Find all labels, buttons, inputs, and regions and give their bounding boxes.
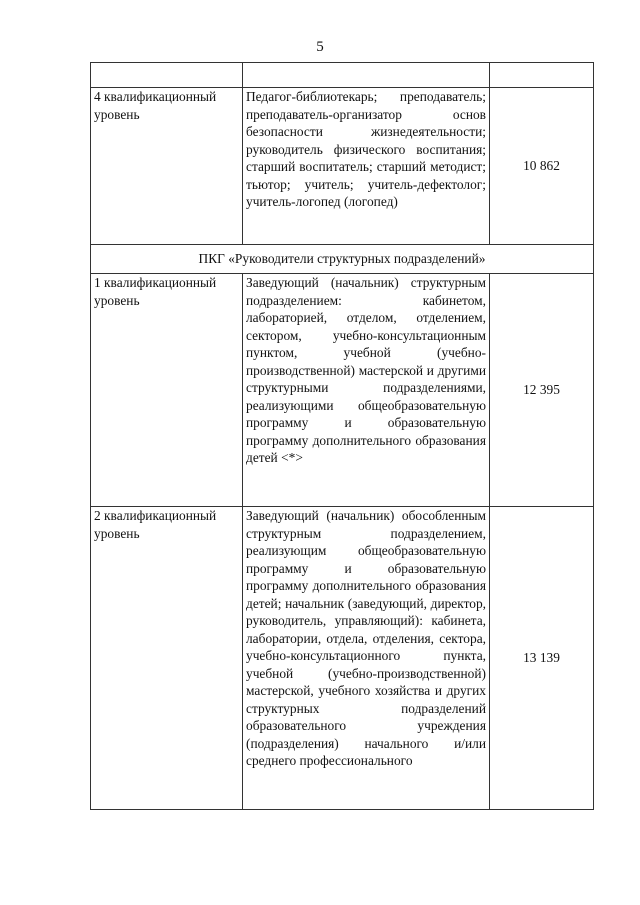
salary-cell: 12 395 [490,274,594,507]
table-row [91,507,594,810]
salary-cell: 13 139 [490,507,594,810]
table-cell-empty [490,63,594,88]
table-cell-empty [91,63,243,88]
positions-cell [243,507,490,810]
salary-cell: 10 862 [490,88,594,245]
positions-text: Заведующий (начальник) обособленным структурным подразделением, реализующим общеобразовательную программу и образовательную программу дополнительного образования детей; начальник (заведующий, директор, руководитель, управляющий): кабинета, лаборатории, отдела, отделения, сектора, учебно-консультационного пункта, учебной (учебно-производственной) мастерской, учебного хозяйства и других структурных подразделений образовательного учреждения (подразделения) начального и/или среднего профессионального [246,508,486,768]
qualification-level-cell: 1 квалификационный уровень [91,274,243,507]
table-row [91,274,594,507]
page-number: 5 [316,39,324,55]
qualification-level-cell: 4 квалификационный уровень [91,88,243,245]
table-cell-empty [243,63,490,88]
salary-table [90,62,594,810]
positions-cell: Педагог-библиотекарь; преподаватель; преподаватель-организатор основ безопасности жизнедеятельности; руководитель физического воспитания; старший воспитатель; старший методист; тьютор; учитель; учитель-дефектолог; учитель-логопед (логопед) [243,88,490,245]
table-row-continuation [91,63,594,88]
positions-cell: Заведующий (начальник) структурным подразделением: кабинетом, лабораторией, отделом, отделением, сектором, учебно-консультационным пунктом, учебной (учебно-производственной) мастерской и другими структурными подразделениями, реализующими общеобразовательную программу и образовательную программу дополнительного образования детей <*> [243,274,490,507]
group-header-cell: ПКГ «Руководители структурных подразделений» [91,245,594,274]
group-header-row [91,245,594,274]
qualification-level-cell: 2 квалификационный уровень [91,507,243,810]
table-row [91,88,594,245]
